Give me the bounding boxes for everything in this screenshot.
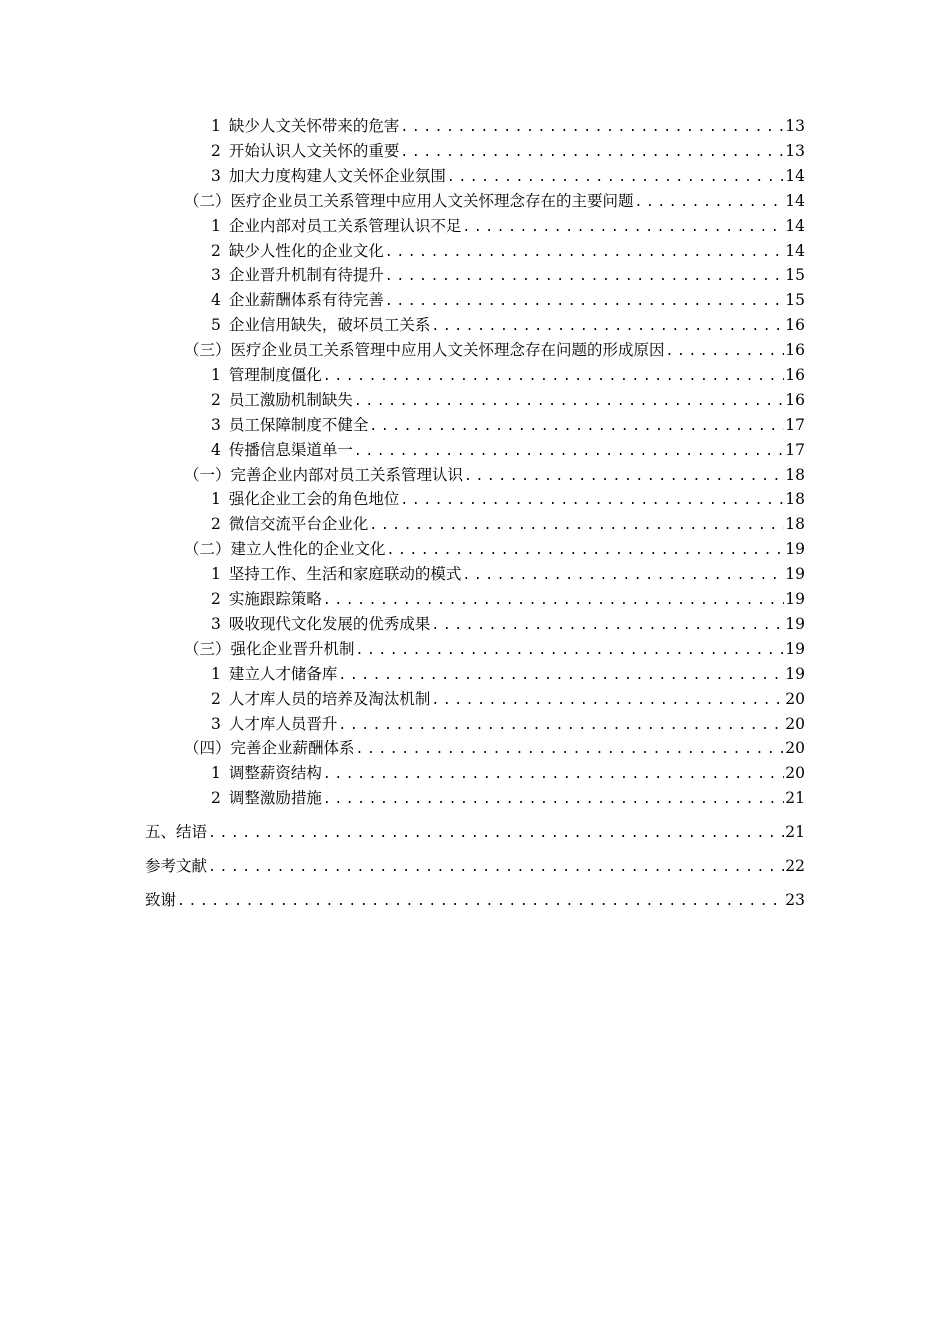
toc-entry-label <box>211 214 461 238</box>
toc-dot-leader <box>208 822 784 846</box>
toc-entry-title: 微信交流平台企业化 <box>228 515 369 533</box>
toc-dot-leader <box>431 315 784 339</box>
toc-entry-label <box>211 761 322 785</box>
toc-dot-leader <box>323 788 784 812</box>
toc-entry-title: （二）建立人性化的企业文化 <box>184 540 386 558</box>
toc-entry-page-number: 15 <box>785 291 805 309</box>
toc-entry[interactable] <box>145 888 805 912</box>
toc-entry-label <box>184 736 355 760</box>
toc-dot-leader <box>464 465 784 489</box>
toc-entry-label <box>211 363 322 387</box>
toc-entry[interactable] <box>211 587 805 611</box>
toc-entry-page-number: 14 <box>785 217 805 235</box>
toc-entry-page-number: 20 <box>785 715 805 733</box>
toc-entry-number: 1 <box>211 764 221 782</box>
toc-entry-title: 企业晋升机制有待提升 <box>228 266 384 284</box>
toc-entry-number: 2 <box>211 391 221 409</box>
toc-entry-title: 开始认识人文关怀的重要 <box>228 142 400 160</box>
toc-entry-page-number: 18 <box>785 515 805 533</box>
toc-entry-label <box>145 888 176 912</box>
toc-dot-leader <box>338 664 784 688</box>
toc-entry[interactable] <box>211 612 805 636</box>
toc-entry-page-number: 13 <box>785 117 805 135</box>
toc-entry-number: 2 <box>211 515 221 533</box>
toc-entry-page-number: 23 <box>785 891 805 909</box>
toc-entry[interactable] <box>211 263 805 287</box>
toc-entry-title: 人才库人员的培养及淘汰机制 <box>228 690 431 708</box>
toc-dot-leader <box>323 589 784 613</box>
toc-entry-title: 致谢 <box>145 891 177 909</box>
toc-entry-title: 五、结语 <box>145 823 208 841</box>
toc-entry-page-number: 14 <box>785 242 805 260</box>
toc-entry[interactable] <box>211 438 805 462</box>
toc-entry-title: 参考文献 <box>145 857 208 875</box>
toc-dot-leader <box>177 890 784 914</box>
toc-entry-page-number: 17 <box>785 441 805 459</box>
toc-entry[interactable] <box>211 512 805 536</box>
toc-entry-number: 3 <box>211 416 221 434</box>
toc-entry[interactable] <box>211 786 805 810</box>
toc-entry-label <box>211 263 384 287</box>
toc-entry-number: 1 <box>211 665 221 683</box>
toc-entry-title: 吸收现代文化发展的优秀成果 <box>228 615 431 633</box>
toc-entry[interactable] <box>184 537 805 561</box>
toc-entry[interactable] <box>211 363 805 387</box>
toc-entry-number: 1 <box>211 366 221 384</box>
toc-entry-label <box>211 487 399 511</box>
toc-dot-leader <box>369 415 784 439</box>
toc-entry-label <box>211 438 353 462</box>
toc-entry-label <box>211 712 337 736</box>
toc-dot-leader <box>400 116 784 140</box>
toc-entry-number: 5 <box>211 316 221 334</box>
toc-entry-label <box>211 562 461 586</box>
toc-entry-title: （四）完善企业薪酬体系 <box>184 739 355 757</box>
toc-entry-title: 坚持工作、生活和家庭联动的模式 <box>228 565 462 583</box>
toc-dot-leader <box>323 763 784 787</box>
toc-entry-page-number: 16 <box>785 366 805 384</box>
toc-entry-page-number: 16 <box>785 391 805 409</box>
toc-entry[interactable] <box>211 139 805 163</box>
toc-entry-label <box>184 537 386 561</box>
toc-dot-leader <box>431 689 784 713</box>
toc-dot-leader <box>369 514 784 538</box>
toc-dot-leader <box>462 216 784 240</box>
toc-entry[interactable] <box>211 413 805 437</box>
toc-entry[interactable] <box>184 637 805 661</box>
toc-dot-leader <box>385 241 784 265</box>
toc-entry-page-number: 16 <box>785 341 805 359</box>
toc-dot-leader <box>431 614 784 638</box>
toc-entry-label <box>211 139 399 163</box>
toc-entry-label <box>211 114 399 138</box>
toc-entry-page-number: 14 <box>785 192 805 210</box>
toc-entry-page-number: 21 <box>785 823 805 841</box>
toc-entry-label <box>211 786 322 810</box>
toc-entry-page-number: 19 <box>785 665 805 683</box>
toc-entry[interactable] <box>184 463 805 487</box>
toc-entry[interactable] <box>211 662 805 686</box>
toc-entry[interactable] <box>211 562 805 586</box>
toc-dot-leader <box>354 390 784 414</box>
toc-entry-page-number: 16 <box>785 316 805 334</box>
toc-entry[interactable] <box>145 820 805 844</box>
toc-entry-page-number: 15 <box>785 266 805 284</box>
toc-entry-number: 3 <box>211 715 221 733</box>
toc-entry-page-number: 19 <box>785 615 805 633</box>
toc-entry-title: 缺少人性化的企业文化 <box>228 242 384 260</box>
toc-entry-page-number: 19 <box>785 565 805 583</box>
toc-dot-leader <box>356 738 784 762</box>
toc-entry-number: 2 <box>211 242 221 260</box>
toc-entry[interactable] <box>211 687 805 711</box>
toc-entry-number: 3 <box>211 266 221 284</box>
toc-entry-page-number: 18 <box>785 466 805 484</box>
toc-entry-page-number: 18 <box>785 490 805 508</box>
toc-entry-label <box>211 512 368 536</box>
toc-entry-label <box>211 288 384 312</box>
toc-entry-title: 企业薪酬体系有待完善 <box>228 291 384 309</box>
toc-entry-title: 管理制度僵化 <box>228 366 322 384</box>
toc-entry[interactable] <box>211 761 805 785</box>
toc-entry-number: 1 <box>211 490 221 508</box>
toc-entry-label <box>184 637 355 661</box>
toc-entry-number: 4 <box>211 291 221 309</box>
toc-dot-leader <box>323 365 784 389</box>
toc-entry-label <box>211 612 430 636</box>
toc-entry-page-number: 19 <box>785 540 805 558</box>
toc-entry-label <box>211 662 337 686</box>
toc-dot-leader <box>354 440 784 464</box>
toc-dot-leader <box>208 856 784 880</box>
toc-entry-page-number: 20 <box>785 690 805 708</box>
toc-dot-leader <box>635 191 784 215</box>
toc-entry-label <box>184 338 665 362</box>
toc-entry-title: 企业信用缺失，破坏员工关系 <box>228 316 431 334</box>
toc-entry-title: （三）强化企业晋升机制 <box>184 640 355 658</box>
toc-entry[interactable] <box>211 288 805 312</box>
toc-entry-title: 企业内部对员工关系管理认识不足 <box>228 217 462 235</box>
toc-entry-label <box>211 164 446 188</box>
toc-entry-title: 调整薪资结构 <box>228 764 322 782</box>
toc-entry-title: （三）医疗企业员工关系管理中应用人文关怀理念存在问题的形成原因 <box>184 341 665 359</box>
toc-entry[interactable] <box>211 114 805 138</box>
toc-entry-title: （二）医疗企业员工关系管理中应用人文关怀理念存在的主要问题 <box>184 192 634 210</box>
toc-entry[interactable] <box>184 338 805 362</box>
toc-entry-number: 3 <box>211 167 221 185</box>
toc-entry-label <box>211 313 430 337</box>
toc-entry-number: 3 <box>211 615 221 633</box>
toc-entry-title: （一）完善企业内部对员工关系管理认识 <box>184 466 464 484</box>
toc-entry-number: 2 <box>211 690 221 708</box>
toc-entry[interactable] <box>211 239 805 263</box>
toc-entry-label <box>145 854 207 878</box>
toc-entry-title: 加大力度构建人文关怀企业氛围 <box>228 167 446 185</box>
toc-entry-title: 员工激励机制缺失 <box>228 391 353 409</box>
toc-entry[interactable] <box>184 736 805 760</box>
toc-entry[interactable] <box>211 164 805 188</box>
toc-entry-number: 1 <box>211 117 221 135</box>
toc-entry[interactable] <box>211 214 805 238</box>
toc-entry-number: 1 <box>211 565 221 583</box>
toc-dot-leader <box>338 714 784 738</box>
toc-entry-title: 建立人才储备库 <box>228 665 338 683</box>
toc-entry-number: 2 <box>211 789 221 807</box>
toc-entry-number: 1 <box>211 217 221 235</box>
toc-entry-page-number: 20 <box>785 764 805 782</box>
toc-entry-label <box>211 587 322 611</box>
toc-entry[interactable] <box>211 388 805 412</box>
toc-entry[interactable] <box>211 313 805 337</box>
toc-entry[interactable] <box>211 712 805 736</box>
toc-dot-leader <box>387 539 784 563</box>
toc-dot-leader <box>400 489 784 513</box>
toc-dot-leader <box>666 340 784 364</box>
toc-entry[interactable] <box>211 487 805 511</box>
toc-entry-label <box>211 388 353 412</box>
toc-dot-leader <box>385 290 784 314</box>
toc-entry-page-number: 19 <box>785 640 805 658</box>
toc-entry-number: 4 <box>211 441 221 459</box>
toc-entry-label <box>211 413 368 437</box>
toc-dot-leader <box>400 141 784 165</box>
toc-entry-label <box>211 687 430 711</box>
toc-entry-label <box>211 239 384 263</box>
toc-dot-leader <box>462 564 784 588</box>
toc-entry-label <box>145 820 207 844</box>
toc-entry-page-number: 22 <box>785 857 805 875</box>
toc-entry-number: 2 <box>211 142 221 160</box>
toc-entry-page-number: 13 <box>785 142 805 160</box>
toc-entry-label <box>184 463 463 487</box>
toc-entry-page-number: 21 <box>785 789 805 807</box>
toc-entry-label <box>184 189 634 213</box>
toc-entry[interactable] <box>184 189 805 213</box>
toc-entry-title: 传播信息渠道单一 <box>228 441 353 459</box>
toc-dot-leader <box>385 265 784 289</box>
toc-dot-leader <box>356 639 784 663</box>
toc-dot-leader <box>447 166 784 190</box>
toc-entry[interactable] <box>145 854 805 878</box>
toc-entry-title: 员工保障制度不健全 <box>228 416 369 434</box>
toc-entry-page-number: 19 <box>785 590 805 608</box>
toc-entry-page-number: 17 <box>785 416 805 434</box>
toc-entry-title: 强化企业工会的角色地位 <box>228 490 400 508</box>
toc-entry-title: 实施跟踪策略 <box>228 590 322 608</box>
toc-entry-page-number: 20 <box>785 739 805 757</box>
toc-entry-title: 缺少人文关怀带来的危害 <box>228 117 400 135</box>
toc-entry-page-number: 14 <box>785 167 805 185</box>
toc-entry-number: 2 <box>211 590 221 608</box>
toc-entry-title: 人才库人员晋升 <box>228 715 338 733</box>
toc-entry-title: 调整激励措施 <box>228 789 322 807</box>
